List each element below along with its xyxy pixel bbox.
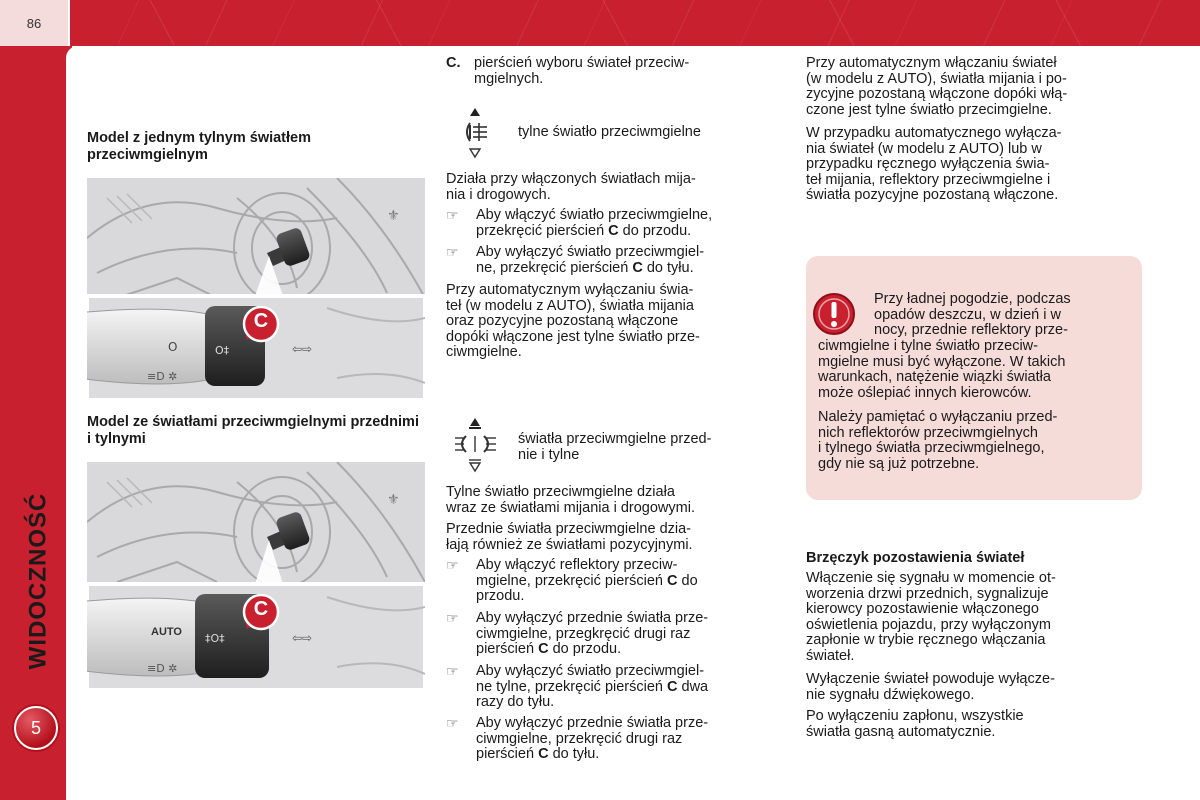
text-line: Włączenie się sygnału w momencie ot- (806, 570, 1056, 586)
header-band-texture (72, 0, 1200, 46)
text-line: worzenia drzwi przednich, sygnalizuje (806, 585, 1049, 602)
warning-text-reminder (818, 410, 1130, 472)
paragraph-auto-on (806, 56, 1142, 118)
paragraph-auto-lighting-rear (446, 283, 784, 361)
paragraph-rear-fog-works-with (446, 485, 784, 516)
text-line: Działa przy włączonych światłach mija- (446, 171, 696, 187)
text-line: nocy, przednie reflektory prze- (874, 322, 1068, 338)
text-span: dwa (677, 678, 709, 695)
warning-text-bottom (818, 339, 1130, 401)
bullet-rear-fog-on (446, 208, 784, 239)
text-line: światła pozycyjne pozostaną włączone. (806, 187, 1059, 203)
c-def-line: pierścień wyboru świateł przeciw- (474, 55, 690, 71)
text-line: teł (w modelu z AUTO), światła mijania (446, 297, 694, 314)
paragraph-auto-off (806, 126, 1142, 204)
text-line: nich reflektorów przeciwmgielnych (818, 424, 1038, 441)
text-line: świateł. (806, 647, 855, 664)
text-line: czone jest tylne światło przecimgielne. (806, 101, 1052, 118)
text-line: Aby wyłączyć światło przeciwmgiel- (476, 663, 705, 679)
svg-text:≡D ✲: ≡D ✲ (147, 662, 178, 675)
text-line: Przy automatycznym włączaniu świateł (806, 55, 1057, 71)
text-line: ciwmgielne, przekręcić drugi raz (476, 730, 683, 747)
bullet-front-fog-on (446, 558, 784, 605)
text-span: do tyłu. (642, 259, 694, 276)
text-line: przypadku ręcznego wyłączenia świa- (806, 156, 1050, 172)
text-line: światła gasną automatycznie. (806, 723, 996, 740)
ring-c-bold: C (632, 259, 643, 276)
pointing-hand-icon: ☞ (446, 557, 459, 573)
text-line: (w modelu z AUTO), światła mijania i po- (806, 70, 1067, 87)
callout-letter: C (253, 598, 269, 620)
text-span: do tyłu. (548, 746, 600, 762)
paragraph-buzzer-on (806, 571, 1142, 664)
ring-c-bold: C (667, 572, 678, 589)
text-line: łają również ze światłami pozycyjnymi. (446, 536, 693, 553)
paragraph-buzzer-off (806, 672, 1142, 703)
ring-c-bold: C (538, 746, 549, 762)
rear-fog-light-icon (458, 106, 492, 160)
c-def-line: mgielnych. (474, 70, 544, 87)
text-line: światła przeciwmgielne przed- (518, 431, 712, 447)
text-span: do (677, 572, 698, 589)
c-term: C. (446, 55, 461, 71)
text-line: oświetlenia pojazdu, przy wyłączonym (806, 616, 1051, 633)
text-span: do przodu. (618, 222, 692, 239)
text-line: ciwmgielne. (446, 344, 522, 360)
text-line: zapłonie w trybie ręcznego włączania (806, 632, 1046, 648)
text-line: może oślepiać innych kierowców. (818, 384, 1032, 401)
text-line: Wyłączenie świateł powoduje wyłącze- (806, 671, 1055, 687)
svg-text:O‡: O‡ (215, 344, 230, 357)
text-line: Aby wyłączyć przednie światła prze- (476, 610, 709, 626)
text-span: ne, przekręcić pierścień (476, 259, 633, 276)
text-line: nia świateł (w modelu z AUTO) lub w (806, 140, 1042, 157)
svg-text:⚜: ⚜ (387, 492, 400, 508)
text-line: dopóki włączone jest tylne światło prze- (446, 328, 700, 345)
text-span: przekręcić pierścień (476, 222, 609, 239)
bullet-rear-fog-off-auto (446, 664, 784, 711)
text-span: do przodu. (548, 641, 622, 657)
page-number: 86 (0, 0, 70, 46)
exclamation-warning-icon (812, 292, 856, 336)
warning-text-top (874, 292, 1130, 339)
text-line: ciwmgielne i tylne światło przeciw- (818, 338, 1038, 354)
svg-text:‡O‡: ‡O‡ (205, 632, 225, 645)
text-line: Przy automatycznym wyłączaniu świa- (446, 282, 694, 298)
text-line: Przy ładnej pogodzie, podczas (874, 291, 1071, 307)
page-margin-notch (66, 46, 78, 800)
text-line: przodu. (476, 588, 525, 604)
section-heading-single-rear-fog: Model z jednym tylnym światłem przeciwmgielnym (87, 130, 311, 163)
pointing-hand-icon: ☞ (446, 715, 459, 731)
front-rear-fog-light-icon (452, 416, 498, 474)
rear-fog-label: tylne światło przeciwmgielne (518, 124, 701, 140)
chapter-title: WIDOCZNOŚĆ (24, 492, 51, 670)
stalk-illustration-front-rear-fog (87, 462, 425, 690)
text-line: Należy pamiętać o wyłączaniu przed- (818, 409, 1058, 425)
front-rear-fog-label (518, 432, 784, 463)
text-line: Aby włączyć światło przeciwmgielne, (476, 207, 713, 223)
chapter-tab (14, 478, 62, 684)
text-line: opadów deszczu, w dzień i w (874, 306, 1061, 323)
pointing-hand-icon: ☞ (446, 207, 459, 223)
pointing-hand-icon: ☞ (446, 244, 459, 260)
svg-text:≡D ✲: ≡D ✲ (147, 370, 178, 383)
bullet-front-fog-off (446, 611, 784, 658)
text-line: Aby wyłączyć przednie światła prze- (476, 715, 709, 731)
text-line: Aby wyłączyć światło przeciwmgiel- (476, 244, 705, 260)
text-line: Przednie światła przeciwmgielne dzia- (446, 521, 691, 537)
text-line: Aby włączyć reflektory przeciw- (476, 557, 678, 573)
bullet-rear-fog-off (446, 245, 784, 276)
bullet-front-fog-off-back (446, 716, 784, 763)
text-line: zycyjne pozostaną włączone dopóki włą- (806, 86, 1068, 102)
text-span: mgielne, przekręcić pierścień (476, 572, 667, 589)
text-span: pierścień (476, 641, 539, 657)
text-line: razy do tyłu. (476, 694, 555, 710)
text-line: oraz pozycyjne pozostaną włączone (446, 313, 679, 329)
chapter-number-badge: 5 (14, 706, 58, 750)
text-line: warunkach, natężenie wiązki światła (818, 369, 1051, 385)
section-heading-buzzer: Brzęczyk pozostawienia świateł (806, 550, 1025, 566)
text-line: W przypadku automatycznego wyłącza- (806, 125, 1062, 141)
callout-letter: C (253, 310, 269, 332)
text-line: teł mijania, reflektory przeciwmgielne i (806, 171, 1051, 188)
svg-text:O: O (168, 340, 178, 354)
paragraph-ignition-off (806, 709, 1142, 740)
text-line: wraz ze światłami mijania i drogowymi. (446, 499, 695, 516)
text-line: nie i tylne (518, 446, 580, 463)
stalk-illustration-single-fog (87, 178, 425, 400)
text-line: i tylnego światła przeciwmgielnego, (818, 440, 1045, 456)
text-line: Tylne światło przeciwmgielne działa (446, 484, 675, 500)
text-line: Po wyłączeniu zapłonu, wszystkie (806, 708, 1024, 724)
section-heading-front-rear-fog: Model ze światłami przeciwmgielnymi przednimi i tylnymi (87, 414, 419, 447)
text-line: kierowcy pozostawienie włączonego (806, 601, 1039, 617)
auto-label: AUTO (151, 626, 182, 638)
c-ring-definition (446, 56, 784, 87)
ring-c-bold: C (538, 641, 549, 657)
text-span: ne tylne, przekręcić pierścień (476, 678, 667, 695)
paragraph-front-fog-works-with (446, 522, 784, 553)
text-line: gdy nie są już potrzebne. (818, 455, 980, 472)
paragraph-rear-fog-operation (446, 172, 784, 203)
svg-text:⇦⇨: ⇦⇨ (292, 342, 313, 356)
pointing-hand-icon: ☞ (446, 610, 459, 626)
ring-c-bold: C (667, 678, 678, 695)
text-line: nia i drogowych. (446, 186, 551, 203)
text-line: nie sygnału dźwiękowego. (806, 686, 975, 703)
pointing-hand-icon: ☞ (446, 663, 459, 679)
text-line: ciwmgielne, przegkręcić drugi raz (476, 625, 691, 642)
svg-text:⇦⇨: ⇦⇨ (292, 631, 313, 645)
svg-text:⚜: ⚜ (387, 208, 400, 224)
text-span: pierścień (476, 746, 539, 762)
ring-c-bold: C (608, 222, 619, 239)
text-line: mgielne musi być wyłączone. W takich (818, 353, 1066, 370)
